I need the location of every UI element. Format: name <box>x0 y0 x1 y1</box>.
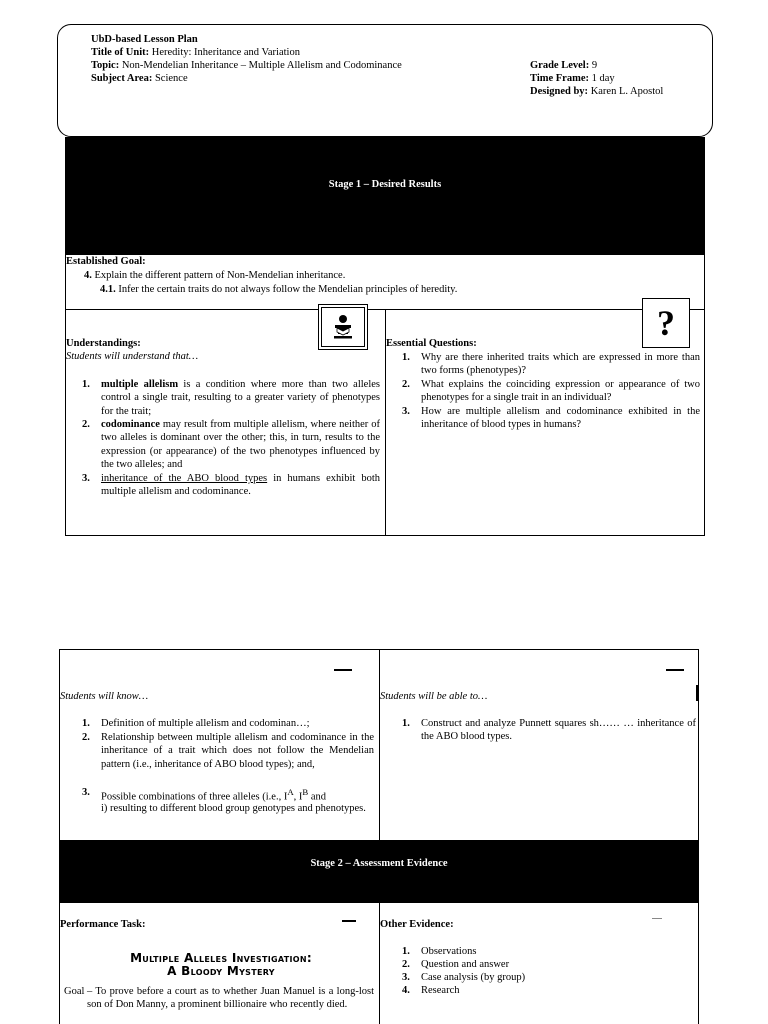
question-mark-icon: ? <box>642 298 690 348</box>
other-evidence-box: Other Evidence: 1. Observations 2. Question and answer 3. Case analysis (by group) 4. Research <box>379 902 699 1024</box>
skills-dash <box>666 669 684 671</box>
performance-dash <box>342 920 356 922</box>
task-title-2: A Bloody Mystery <box>167 964 275 978</box>
stage2-band <box>59 841 699 902</box>
understandings-label: Understandings: <box>66 338 141 349</box>
understanding-icon-frame <box>318 304 368 350</box>
designer-line: Designed by: Karen L. Apostol <box>530 86 664 97</box>
task-title-1: Multiple Alleles Investigation: <box>130 951 312 965</box>
other-label: Other Evidence: <box>380 919 454 930</box>
other-dash <box>652 918 662 919</box>
stage1-title: Stage 1 – Desired Results <box>328 179 442 190</box>
skills-mark <box>696 685 698 701</box>
stage2-title: Stage 2 – Assessment Evidence <box>310 858 448 869</box>
grade-line: Grade Level: 9 <box>530 60 598 71</box>
reading-person-icon <box>321 307 365 347</box>
header-box <box>57 24 713 137</box>
goal-box <box>65 255 705 310</box>
skills-intro: Students will be able to… <box>380 691 488 702</box>
stage1-band <box>65 137 705 255</box>
skills-box: Students will be able to… 1. Construct and analyze Punnett squares sh…… … inheritance of the ABO blood types. <box>379 649 699 841</box>
essential-questions-box: Essential Questions: 1. Why are there inherited traits which are expressed in more than two forms (phenotypes)? 2. What explains the coinciding expression or appearance of two phenotypes for a single trait in an individual? 3. How are multiple allelism and codominance exhibited in the inheritance of blood types in humans? <box>385 309 705 536</box>
topic-line: Topic: Non-Mendelian Inheritance – Multiple Allelism and Codominance <box>91 60 402 71</box>
goal-4-1: 4.1. Infer the certain traits do not always follow the Mendelian principles of heredity. <box>100 284 458 295</box>
understandings-box: Understandings: Students will understand that… 1. multiple allelism is a condition where more than two alleles control a single trait, resulting to a greater variety of phenotypes for the trait; 2. codominance may result from multiple allelism, where neither of two alleles is dominant over the other; this, in turn, results to the expression (or appearance) of the two phenotypes influenced by the two alleles; and 3. inheritance of the ABO blood types in humans exhibit both multiple allelism and codominance. <box>65 309 385 536</box>
time-line: Time Frame: 1 day <box>530 73 615 84</box>
eq-label: Essential Questions: <box>386 338 477 349</box>
performance-box: Performance Task: Multiple Alleles Investigation: A Bloody Mystery Goal – To prove before a court as to whether Juan Manuel is a long-lost son of Don Manny, a prominent billionaire who recently died. <box>59 902 379 1024</box>
knowledge-box: Students will know… 1. Definition of multiple allelism and codominan…; 2. Relationship between multiple allelism and codominance in the inheritance of a trait which does not follow the Mendelian pattern (i.e., inheritance of ABO blood types); and, 3. Possible combinations of three alleles (i.e., $I^A$, $I^B$ and i) resulting to different blood group genotypes and phenotypes. <box>59 649 379 841</box>
goal-4: 4. Explain the different pattern of Non-Mendelian inheritance. <box>84 270 346 281</box>
knowledge-intro: Students will know… <box>60 691 149 702</box>
subject-line: Subject Area: Science <box>91 73 188 84</box>
unit-line: Title of Unit: Heredity: Inheritance and Variation <box>91 47 300 58</box>
knowledge-dash <box>334 669 352 671</box>
goal-label: Established Goal: <box>66 256 146 267</box>
understand-intro: Students will understand that… <box>66 351 199 362</box>
doc-title: UbD-based Lesson Plan <box>91 34 198 45</box>
performance-label: Performance Task: <box>60 919 146 930</box>
